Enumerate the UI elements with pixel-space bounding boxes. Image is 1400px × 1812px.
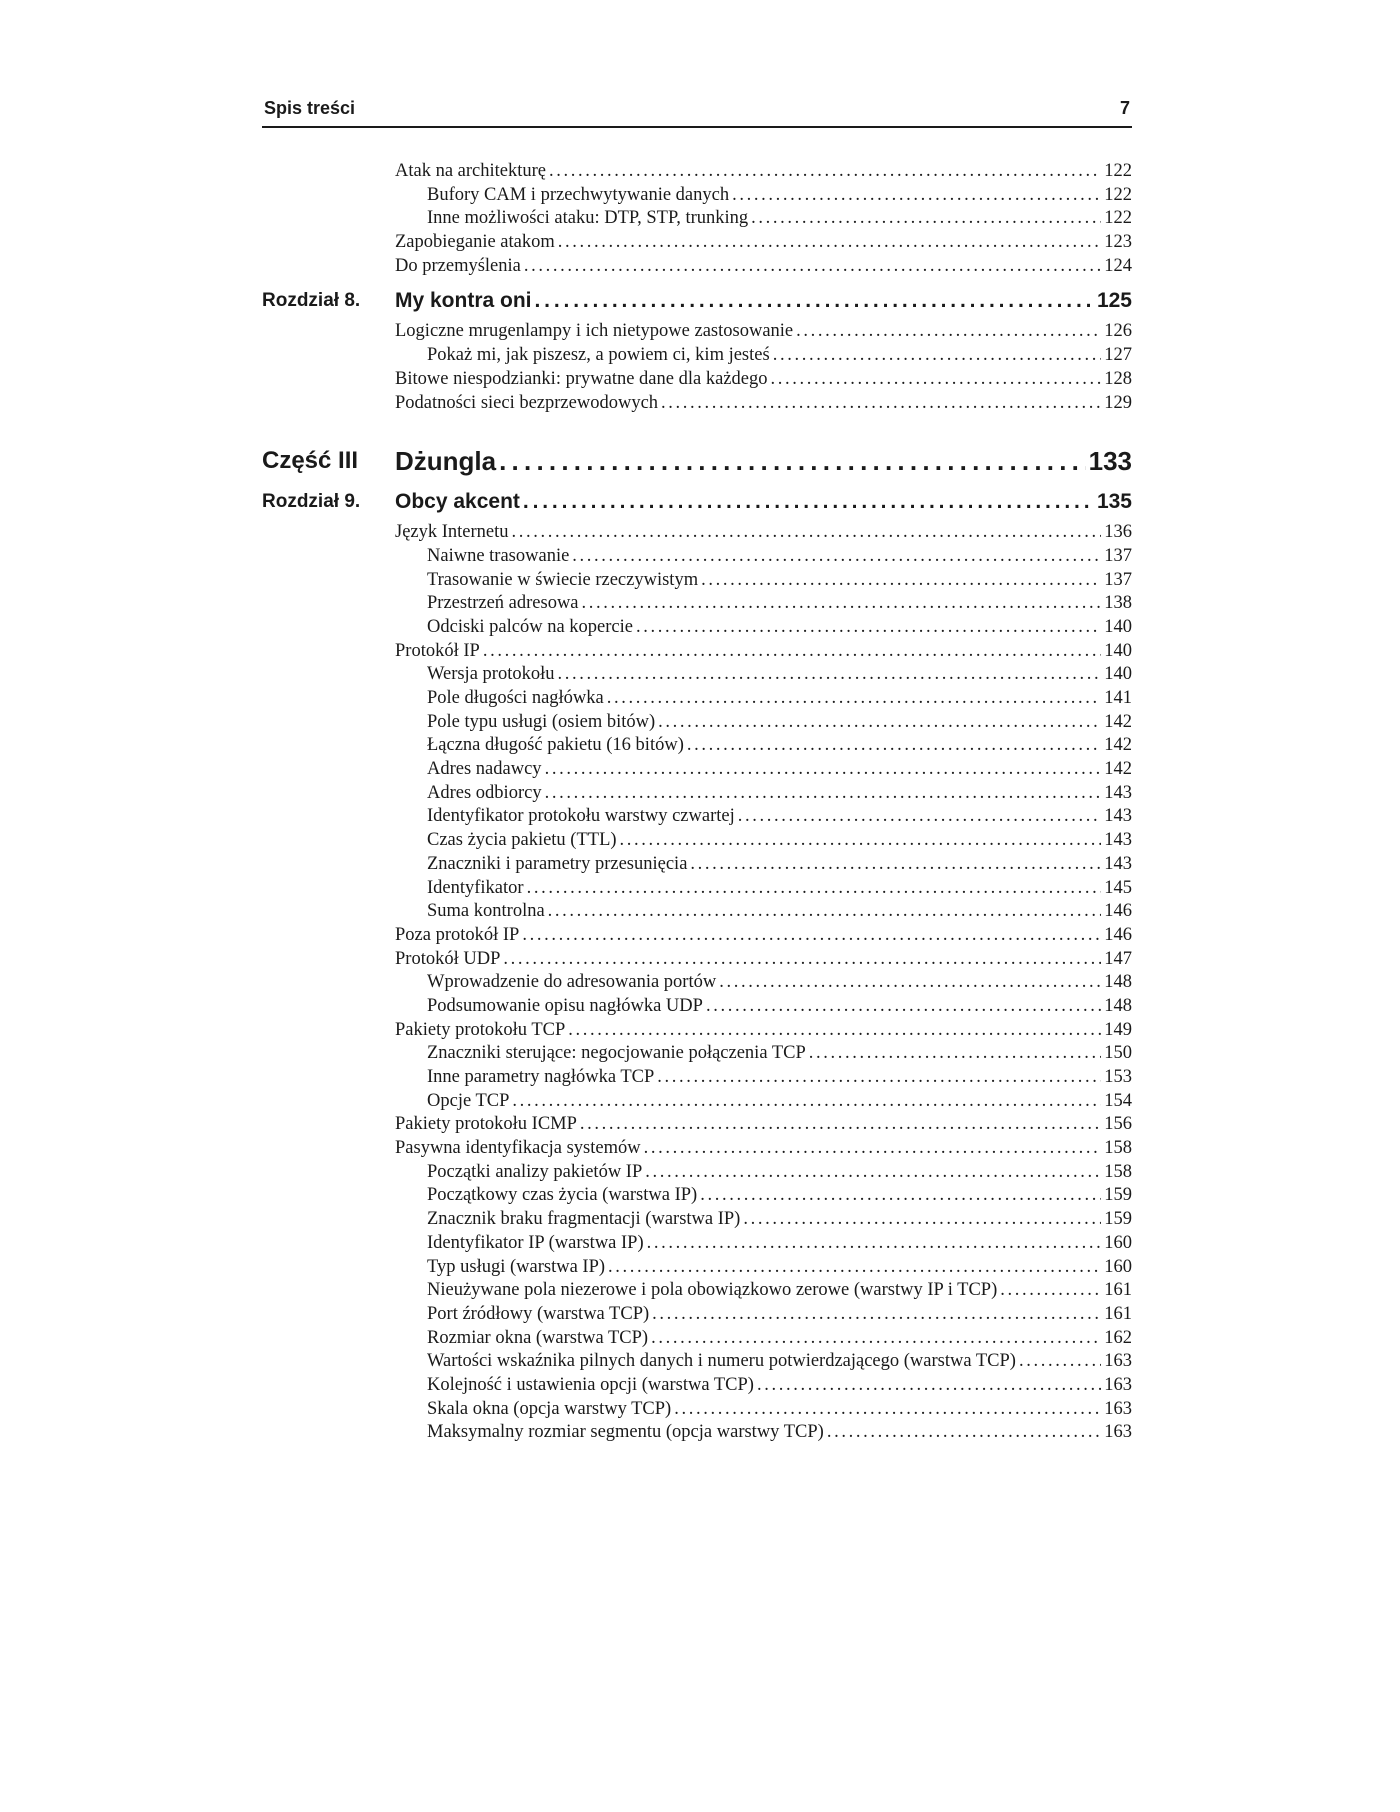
toc-entry [262, 231, 1132, 255]
entry-title: Dżungla [395, 446, 497, 477]
entry-page-number: 136 [1104, 522, 1132, 543]
entry-title: Identyfikator [427, 877, 524, 898]
toc-entry-line [427, 1279, 1132, 1303]
dot-leader [545, 758, 1102, 782]
toc-entry-line [427, 1327, 1132, 1351]
dot-leader [512, 1090, 1101, 1114]
entry-title: Poza protokół IP [395, 924, 520, 945]
entry-title: Trasowanie w świecie rzeczywistym [427, 569, 699, 590]
entry-title: Przestrzeń adresowa [427, 593, 579, 614]
entry-title: Adres odbiorcy [427, 782, 542, 803]
dot-leader [770, 368, 1101, 392]
chapter-label: Rozdział 8. [262, 290, 361, 312]
toc-entry [262, 758, 1132, 782]
entry-page-number: 140 [1104, 664, 1132, 685]
toc-entry [262, 995, 1132, 1019]
toc-entry-line [395, 1137, 1132, 1161]
toc-entry [262, 877, 1132, 901]
entry-title: Maksymalny rozmiar segmentu (opcja warstwy TCP) [427, 1422, 824, 1443]
dot-leader [557, 663, 1101, 687]
toc-entry [262, 782, 1132, 806]
entry-title: Odciski palców na kopercie [427, 616, 633, 637]
dot-leader [796, 320, 1101, 344]
entry-page-number: 137 [1104, 545, 1132, 566]
toc-entry-line [395, 487, 1132, 517]
entry-title: Adres nadawcy [427, 759, 542, 780]
dot-leader [809, 1042, 1101, 1066]
dot-leader [572, 545, 1101, 569]
toc-entry-line [427, 663, 1132, 687]
toc-entry-line [427, 1421, 1132, 1445]
entry-page-number: 159 [1104, 1185, 1132, 1206]
entry-title: Początkowy czas życia (warstwa IP) [427, 1185, 698, 1206]
entry-title: Obcy akcent [395, 490, 520, 514]
toc-entry [262, 1184, 1132, 1208]
dot-leader [1000, 1279, 1101, 1303]
dot-leader [719, 971, 1101, 995]
entry-title: Pole długości nagłówka [427, 688, 604, 708]
toc-chapter [262, 487, 1132, 517]
toc-entry-line [427, 592, 1132, 616]
entry-page-number: 150 [1104, 1043, 1132, 1064]
toc-entry-line [395, 368, 1132, 392]
toc-entry [262, 687, 1132, 711]
toc-entry [262, 1421, 1132, 1445]
toc-entry [262, 1137, 1132, 1161]
entry-page-number: 161 [1104, 1303, 1132, 1324]
entry-title: Opcje TCP [427, 1090, 510, 1111]
dot-leader [647, 1232, 1102, 1256]
entry-title: Bufory CAM i przechwytywanie danych [427, 184, 730, 205]
toc-entry-line [427, 1350, 1132, 1374]
toc-entry [262, 1019, 1132, 1043]
dot-leader [732, 184, 1101, 208]
dot-leader [827, 1421, 1101, 1445]
toc-entry-line [427, 1303, 1132, 1327]
dot-leader [535, 286, 1094, 316]
entry-title: Wersja protokołu [427, 664, 555, 685]
dot-leader [558, 231, 1101, 255]
toc-entry [262, 184, 1132, 208]
page-number: 7 [1119, 98, 1130, 118]
entry-title: Pakiety protokołu ICMP [395, 1114, 577, 1135]
toc-entry [262, 734, 1132, 758]
toc-entry-line [427, 853, 1132, 877]
toc-entry-line [427, 1374, 1132, 1398]
toc-entry [262, 900, 1132, 924]
toc-entry-line [395, 392, 1132, 416]
entry-page-number: 142 [1104, 759, 1132, 780]
entry-title: Wprowadzenie do adresowania portów [427, 972, 717, 993]
toc-entry-line [395, 443, 1132, 479]
entry-page-number: 122 [1104, 208, 1132, 229]
toc-entry [262, 160, 1132, 184]
toc-part [262, 443, 1132, 479]
dot-leader [545, 782, 1102, 806]
toc-entry [262, 1374, 1132, 1398]
entry-page-number: 142 [1104, 735, 1132, 756]
entry-page-number: 135 [1096, 490, 1132, 514]
dot-leader [661, 392, 1101, 416]
entry-title: Podatności sieci bezprzewodowych [395, 392, 659, 413]
entry-page-number: 158 [1104, 1138, 1132, 1159]
dot-leader [706, 995, 1101, 1019]
toc-entry-line [427, 805, 1132, 829]
dot-leader [657, 1066, 1101, 1090]
toc-entry [262, 1398, 1132, 1422]
entry-title: Znaczniki sterujące: negocjowanie połączenia TCP [427, 1043, 806, 1064]
toc-entry [262, 1350, 1132, 1374]
toc-entry-line [427, 758, 1132, 782]
toc-entry-line [427, 569, 1132, 593]
toc-entry [262, 569, 1132, 593]
entry-title: Port źródłowy (warstwa TCP) [427, 1303, 650, 1324]
toc-entry-line [427, 616, 1132, 640]
dot-leader [607, 687, 1101, 711]
entry-title: Skala okna (opcja warstwy TCP) [427, 1398, 672, 1419]
entry-title: Logiczne mrugenlampy i ich nietypowe zastosowanie [395, 321, 794, 342]
dot-leader [652, 1303, 1101, 1327]
toc-entry [262, 829, 1132, 853]
toc-entry-line [427, 782, 1132, 806]
toc-entry [262, 521, 1132, 545]
toc-entry [262, 1161, 1132, 1185]
toc-entry-line [395, 255, 1132, 279]
entry-title: My kontra oni [395, 289, 532, 313]
dot-leader [743, 1208, 1101, 1232]
dot-leader [499, 443, 1086, 479]
toc-entry-line [395, 640, 1132, 664]
entry-title: Łączna długość pakietu (16 bitów) [427, 735, 684, 756]
toc-entry [262, 255, 1132, 279]
entry-page-number: 156 [1104, 1114, 1132, 1135]
entry-title: Znaczniki i parametry przesunięcia [427, 853, 688, 874]
entry-page-number: 137 [1104, 569, 1132, 590]
entry-page-number: 129 [1104, 392, 1132, 413]
dot-leader [568, 1019, 1101, 1043]
entry-title: Protokół UDP [395, 948, 501, 969]
toc-entry-line [395, 160, 1132, 184]
entry-title: Pasywna identyfikacja systemów [395, 1138, 641, 1159]
toc-entry [262, 971, 1132, 995]
entry-title: Identyfikator protokołu warstwy czwartej [427, 806, 735, 827]
toc-entry-line [395, 286, 1132, 316]
toc-entry [262, 1208, 1132, 1232]
dot-leader [527, 877, 1102, 901]
entry-page-number: 122 [1104, 184, 1132, 205]
toc-entry [262, 207, 1132, 231]
toc-entry-line [427, 207, 1132, 231]
toc-entry [262, 948, 1132, 972]
entry-page-number: 133 [1088, 446, 1132, 477]
dot-leader [523, 487, 1094, 517]
toc-entry [262, 1090, 1132, 1114]
entry-page-number: 146 [1104, 901, 1132, 922]
dot-leader [503, 948, 1101, 972]
toc-entry [262, 616, 1132, 640]
entry-title: Bitowe niespodzianki: prywatne dane dla każdego [395, 368, 768, 389]
toc-entry [262, 1256, 1132, 1280]
dot-leader [773, 344, 1102, 368]
entry-page-number: 125 [1096, 289, 1132, 313]
dot-leader [512, 521, 1102, 545]
dot-leader [549, 160, 1101, 184]
dot-leader [674, 1398, 1101, 1422]
toc-entry [262, 1303, 1132, 1327]
toc-entry [262, 320, 1132, 344]
toc-entry [262, 1279, 1132, 1303]
dot-leader [522, 924, 1101, 948]
toc-entry-line [427, 1066, 1132, 1090]
entry-title: Naiwne trasowanie [427, 545, 570, 566]
dot-leader [651, 1327, 1101, 1351]
entry-page-number: 124 [1104, 255, 1132, 276]
entry-page-number: 126 [1104, 321, 1132, 342]
dot-leader [608, 1256, 1101, 1280]
dot-leader [644, 1137, 1102, 1161]
dot-leader [700, 1184, 1101, 1208]
toc-entry-line [395, 521, 1132, 545]
toc-entry [262, 663, 1132, 687]
entry-page-number: 141 [1104, 688, 1132, 708]
toc-entry-line [427, 1090, 1132, 1114]
toc-entry-line [395, 231, 1132, 255]
dot-leader [580, 1113, 1101, 1137]
dot-leader [548, 900, 1102, 924]
toc-entry-line [427, 1256, 1132, 1280]
toc-entry-line [395, 924, 1132, 948]
dot-leader [636, 616, 1101, 640]
entry-page-number: 163 [1104, 1351, 1132, 1372]
toc-entry-line [427, 1184, 1132, 1208]
toc-entry-line [427, 1042, 1132, 1066]
entry-page-number: 148 [1104, 972, 1132, 993]
toc-entry-line [427, 1208, 1132, 1232]
toc-chapter [262, 286, 1132, 316]
entry-title: Początki analizy pakietów IP [427, 1161, 643, 1182]
dot-leader [701, 569, 1101, 593]
entry-page-number: 143 [1104, 782, 1132, 803]
dot-leader [582, 592, 1102, 616]
part-label: Część III [262, 447, 359, 475]
entry-page-number: 142 [1104, 711, 1132, 732]
table-of-contents [262, 160, 1132, 1445]
entry-title: Inne możliwości ataku: DTP, STP, trunking [427, 208, 749, 229]
toc-entry-line [427, 877, 1132, 901]
toc-entry-line [427, 711, 1132, 735]
toc-entry [262, 545, 1132, 569]
entry-page-number: 122 [1104, 161, 1132, 181]
toc-entry [262, 368, 1132, 392]
entry-page-number: 143 [1104, 806, 1132, 827]
toc-entry-line [427, 344, 1132, 368]
entry-page-number: 159 [1104, 1209, 1132, 1230]
entry-page-number: 127 [1104, 345, 1132, 366]
entry-page-number: 153 [1104, 1067, 1132, 1087]
toc-entry-line [427, 734, 1132, 758]
entry-title: Typ usługi (warstwa IP) [427, 1256, 606, 1277]
toc-entry [262, 1066, 1132, 1090]
toc-entry-line [427, 687, 1132, 711]
toc-entry-line [427, 1161, 1132, 1185]
running-title: Spis treści [264, 98, 356, 118]
dot-leader [620, 829, 1102, 853]
entry-page-number: 161 [1104, 1280, 1132, 1301]
entry-title: Kolejność i ustawienia opcji (warstwa TCP) [427, 1374, 754, 1395]
toc-entry [262, 1042, 1132, 1066]
dot-leader [483, 640, 1101, 664]
entry-title: Podsumowanie opisu nagłówka UDP [427, 995, 703, 1016]
toc-entry [262, 592, 1132, 616]
entry-page-number: 148 [1104, 995, 1132, 1016]
entry-page-number: 140 [1104, 616, 1132, 637]
entry-title: Pole typu usługi (osiem bitów) [427, 711, 656, 732]
dot-leader [757, 1374, 1101, 1398]
entry-title: Protokół IP [395, 640, 480, 661]
entry-page-number: 123 [1104, 232, 1132, 253]
entry-page-number: 146 [1104, 924, 1132, 945]
toc-entry [262, 924, 1132, 948]
entry-title: Zapobieganie atakom [395, 232, 555, 253]
entry-page-number: 163 [1104, 1422, 1132, 1443]
entry-page-number: 138 [1104, 593, 1132, 614]
toc-entry [262, 711, 1132, 735]
entry-title: Suma kontrolna [427, 901, 545, 922]
entry-page-number: 163 [1104, 1398, 1132, 1419]
entry-page-number: 154 [1104, 1090, 1132, 1111]
entry-title: Wartości wskaźnika pilnych danych i numeru potwierdzającego (warstwa TCP) [427, 1351, 1016, 1372]
dot-leader [645, 1161, 1101, 1185]
entry-title: Czas życia pakietu (TTL) [427, 830, 617, 851]
entry-title: Język Internetu [395, 522, 509, 543]
entry-page-number: 143 [1104, 830, 1132, 851]
dot-leader [751, 207, 1101, 231]
toc-entry-line [427, 1232, 1132, 1256]
page-header [262, 96, 1132, 128]
entry-page-number: 158 [1104, 1161, 1132, 1182]
toc-entry-line [395, 320, 1132, 344]
toc-entry [262, 1232, 1132, 1256]
entry-title: Identyfikator IP (warstwa IP) [427, 1232, 644, 1253]
toc-entry-line [427, 995, 1132, 1019]
entry-title: Pakiety protokołu TCP [395, 1019, 566, 1040]
toc-entry [262, 805, 1132, 829]
toc-entry-line [427, 545, 1132, 569]
toc-entry [262, 853, 1132, 877]
entry-page-number: 128 [1104, 368, 1132, 389]
toc-entry-line [427, 900, 1132, 924]
dot-leader [524, 255, 1101, 279]
entry-page-number: 163 [1104, 1374, 1132, 1395]
entry-page-number: 160 [1104, 1256, 1132, 1277]
toc-entry [262, 344, 1132, 368]
toc-entry-line [427, 1398, 1132, 1422]
entry-title: Pokaż mi, jak piszesz, a powiem ci, kim jesteś [427, 345, 770, 366]
entry-title: Znacznik braku fragmentacji (warstwa IP) [427, 1209, 741, 1230]
dot-leader [658, 711, 1101, 735]
entry-title: Inne parametry nagłówka TCP [427, 1067, 655, 1087]
toc-entry-line [427, 184, 1132, 208]
dot-leader [1019, 1350, 1101, 1374]
toc-entry-line [395, 948, 1132, 972]
entry-page-number: 145 [1104, 877, 1132, 898]
entry-title: Rozmiar okna (warstwa TCP) [427, 1327, 649, 1348]
toc-entry [262, 392, 1132, 416]
entry-title: Do przemyślenia [395, 255, 521, 276]
toc-entry [262, 640, 1132, 664]
entry-page-number: 160 [1104, 1232, 1132, 1253]
entry-page-number: 147 [1104, 948, 1132, 969]
entry-title: Atak na architekturę [395, 161, 547, 181]
toc-entry-line [395, 1113, 1132, 1137]
entry-page-number: 162 [1104, 1327, 1132, 1348]
chapter-label: Rozdział 9. [262, 491, 361, 513]
dot-leader [690, 853, 1101, 877]
entry-page-number: 140 [1104, 640, 1132, 661]
dot-leader [687, 734, 1101, 758]
toc-entry-line [395, 1019, 1132, 1043]
toc-entry-line [427, 829, 1132, 853]
entry-page-number: 149 [1104, 1019, 1132, 1040]
toc-entry-line [427, 971, 1132, 995]
entry-title: Nieużywane pola niezerowe i pola obowiązkowo zerowe (warstwy IP i TCP) [427, 1280, 998, 1301]
entry-page-number: 143 [1104, 853, 1132, 874]
toc-entry [262, 1327, 1132, 1351]
dot-leader [738, 805, 1102, 829]
toc-entry [262, 1113, 1132, 1137]
